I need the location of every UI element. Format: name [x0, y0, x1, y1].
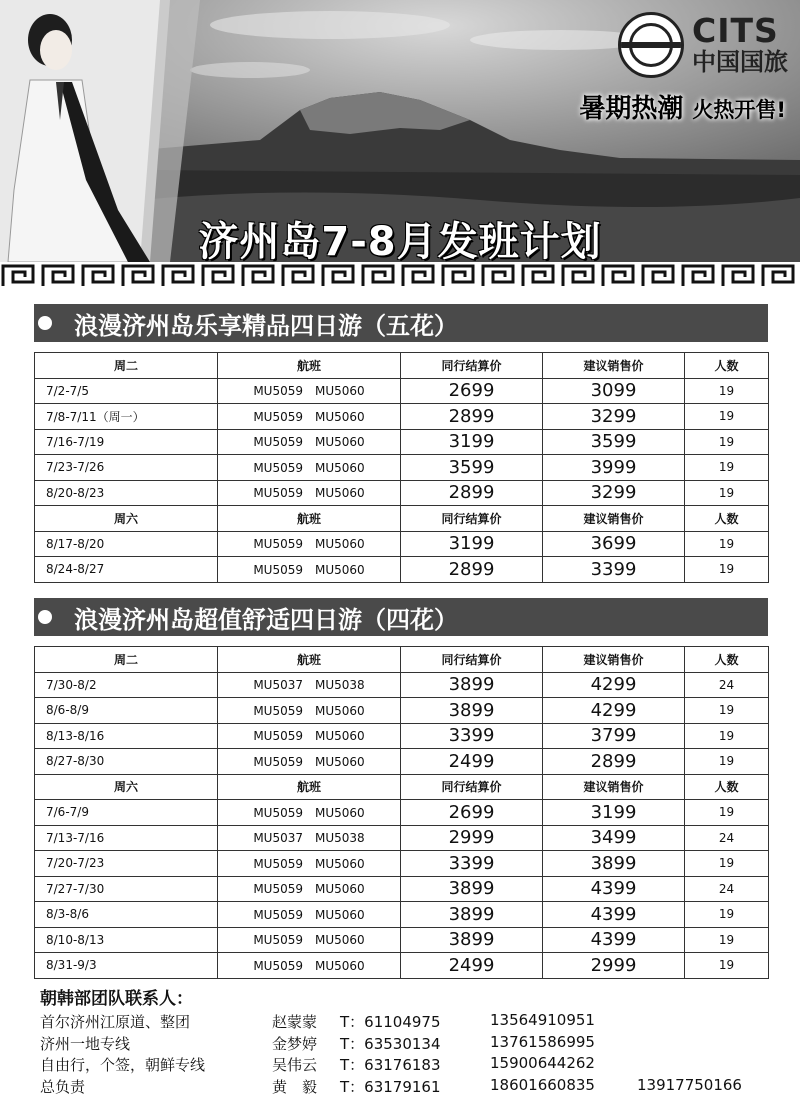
flight-cell: MU5059 MU5060 — [218, 429, 401, 455]
retail-price-cell: 3899 — [543, 851, 685, 877]
flight-cell: MU5059 MU5060 — [218, 378, 401, 404]
col-header: 周二 — [35, 647, 218, 673]
pax-cell: 19 — [685, 800, 769, 826]
net-price-cell: 3399 — [401, 851, 543, 877]
col-header: 周六 — [35, 506, 218, 532]
pax-cell: 19 — [685, 480, 769, 506]
brand-name-en: CITS — [692, 11, 779, 50]
slogan-main: 暑期热潮 — [579, 94, 684, 124]
date-cell: 7/27-7/30 — [35, 876, 218, 902]
retail-price-cell: 3699 — [543, 531, 685, 557]
tour-section-four-flower — [34, 598, 768, 979]
flight-cell: MU5059 MU5060 — [218, 698, 401, 724]
table-row — [35, 480, 769, 506]
retail-price-cell: 4299 — [543, 672, 685, 698]
date-cell: 8/17-8/20 — [35, 531, 218, 557]
globe-icon — [618, 12, 684, 78]
table-header-row — [35, 647, 769, 673]
contact-tel: T：63176183 — [340, 1056, 441, 1074]
bullet-icon — [38, 316, 52, 330]
contact-mobile: 15900644262 — [490, 1054, 595, 1072]
table-row — [35, 723, 769, 749]
table-row — [35, 557, 769, 583]
retail-price-cell: 3099 — [543, 378, 685, 404]
col-header: 人数 — [685, 506, 769, 532]
table-row — [35, 876, 769, 902]
table-row — [35, 429, 769, 455]
net-price-cell: 2899 — [401, 557, 543, 583]
retail-price-cell: 3299 — [543, 404, 685, 430]
pax-cell: 19 — [685, 429, 769, 455]
contacts-title: 朝韩部团队联系人： — [40, 989, 193, 1009]
flight-cell: MU5059 MU5060 — [218, 953, 401, 979]
pax-cell: 19 — [685, 902, 769, 928]
pax-cell: 19 — [685, 698, 769, 724]
contact-row — [40, 1054, 780, 1076]
col-header: 同行结算价 — [401, 506, 543, 532]
contact-mobile: 18601660835 — [490, 1075, 595, 1094]
table-row — [35, 749, 769, 775]
flight-cell: MU5059 MU5060 — [218, 557, 401, 583]
contact-name: 吴伟云 — [272, 1056, 318, 1074]
flight-cell: MU5059 MU5060 — [218, 480, 401, 506]
contact-dept: 总负责 — [40, 1077, 86, 1096]
contact-mobile-2: 13917750166 — [637, 1075, 742, 1094]
col-header: 建议销售价 — [543, 506, 685, 532]
contact-mobile: 13564910951 — [490, 1011, 595, 1029]
retail-price-cell: 4399 — [543, 902, 685, 928]
net-price-cell: 3899 — [401, 698, 543, 724]
net-price-cell: 2499 — [401, 953, 543, 979]
date-cell: 7/23-7/26 — [35, 455, 218, 481]
section-title: 浪漫济州岛乐享精品四日游（五花） — [74, 311, 458, 340]
net-price-cell: 2699 — [401, 378, 543, 404]
pax-cell: 24 — [685, 672, 769, 698]
retail-price-cell: 4299 — [543, 698, 685, 724]
section-title: 浪漫济州岛超值舒适四日游（四花） — [74, 605, 458, 634]
retail-price-cell: 3199 — [543, 800, 685, 826]
col-header: 建议销售价 — [543, 353, 685, 379]
pax-cell: 19 — [685, 953, 769, 979]
pax-cell: 19 — [685, 723, 769, 749]
contacts-block — [40, 984, 780, 1097]
date-cell: 8/13-8/16 — [35, 723, 218, 749]
date-cell: 7/6-7/9 — [35, 800, 218, 826]
date-cell: 8/6-8/9 — [35, 698, 218, 724]
col-header: 人数 — [685, 774, 769, 800]
col-header: 建议销售价 — [543, 647, 685, 673]
table-row — [35, 672, 769, 698]
flight-cell: MU5059 MU5060 — [218, 902, 401, 928]
section-header — [34, 598, 768, 636]
net-price-cell: 3899 — [401, 927, 543, 953]
col-header: 航班 — [218, 647, 401, 673]
retail-price-cell: 3799 — [543, 723, 685, 749]
table-row — [35, 800, 769, 826]
fret-border — [0, 262, 800, 290]
pax-cell: 19 — [685, 455, 769, 481]
table-header-row — [35, 353, 769, 379]
contact-mobile: 13761586995 — [490, 1032, 595, 1051]
col-header: 同行结算价 — [401, 774, 543, 800]
table-row — [35, 531, 769, 557]
page-title: 济州岛7-8月发班计划 — [198, 219, 602, 262]
retail-price-cell: 2999 — [543, 953, 685, 979]
retail-price-cell: 3599 — [543, 429, 685, 455]
flight-cell: MU5059 MU5060 — [218, 749, 401, 775]
flight-cell: MU5059 MU5060 — [218, 723, 401, 749]
pax-cell: 19 — [685, 927, 769, 953]
retail-price-cell: 4399 — [543, 927, 685, 953]
col-header: 人数 — [685, 353, 769, 379]
contact-dept: 济州一地专线 — [40, 1034, 131, 1053]
net-price-cell: 2499 — [401, 749, 543, 775]
pax-cell: 19 — [685, 378, 769, 404]
slogan-sub: 火热开售! — [692, 98, 786, 122]
net-price-cell: 2899 — [401, 480, 543, 506]
col-header: 航班 — [218, 774, 401, 800]
net-price-cell: 3899 — [401, 876, 543, 902]
contact-dept: 自由行，个签，朝鲜专线 — [40, 1056, 206, 1074]
col-header: 周二 — [35, 353, 218, 379]
net-price-cell: 3599 — [401, 455, 543, 481]
net-price-cell: 3199 — [401, 429, 543, 455]
brand-name-cn: 中国国旅 — [692, 48, 788, 76]
contact-tel: T：61104975 — [340, 1013, 441, 1031]
table-header-row — [35, 774, 769, 800]
table-row — [35, 698, 769, 724]
flight-cell: MU5037 MU5038 — [218, 672, 401, 698]
header-banner — [0, 0, 800, 262]
date-cell: 8/3-8/6 — [35, 902, 218, 928]
pax-cell: 24 — [685, 876, 769, 902]
date-cell: 8/10-8/13 — [35, 927, 218, 953]
col-header: 同行结算价 — [401, 353, 543, 379]
flight-cell: MU5059 MU5060 — [218, 531, 401, 557]
date-cell: 8/20-8/23 — [35, 480, 218, 506]
col-header: 航班 — [218, 353, 401, 379]
col-header: 建议销售价 — [543, 774, 685, 800]
table-row — [35, 953, 769, 979]
pax-cell: 19 — [685, 851, 769, 877]
retail-price-cell: 3499 — [543, 825, 685, 851]
contact-name: 赵蒙蒙 — [272, 1013, 318, 1031]
table-row — [35, 455, 769, 481]
date-cell: 7/2-7/5 — [35, 378, 218, 404]
pax-cell: 19 — [685, 749, 769, 775]
table-row — [35, 378, 769, 404]
date-cell: 7/13-7/16 — [35, 825, 218, 851]
contact-tel: T：63179161 — [340, 1077, 441, 1096]
contact-name: 黄 毅 — [272, 1077, 318, 1096]
date-cell: 7/8-7/11（周一） — [35, 404, 218, 430]
net-price-cell: 3899 — [401, 902, 543, 928]
retail-price-cell: 3999 — [543, 455, 685, 481]
retail-price-cell: 3299 — [543, 480, 685, 506]
col-header: 人数 — [685, 647, 769, 673]
retail-price-cell: 4399 — [543, 876, 685, 902]
net-price-cell: 3399 — [401, 723, 543, 749]
pax-cell: 19 — [685, 404, 769, 430]
flight-cell: MU5059 MU5060 — [218, 800, 401, 826]
table-row — [35, 902, 769, 928]
contact-name: 金梦婷 — [272, 1034, 318, 1053]
contact-row — [40, 1076, 780, 1098]
col-header: 周六 — [35, 774, 218, 800]
tour-section-five-flower — [34, 304, 768, 583]
flight-cell: MU5037 MU5038 — [218, 825, 401, 851]
flight-cell: MU5059 MU5060 — [218, 455, 401, 481]
contact-row — [40, 1033, 780, 1055]
pax-cell: 19 — [685, 531, 769, 557]
schedule-table — [34, 352, 769, 583]
flight-cell: MU5059 MU5060 — [218, 927, 401, 953]
pax-cell: 19 — [685, 557, 769, 583]
date-cell: 8/27-8/30 — [35, 749, 218, 775]
net-price-cell: 3899 — [401, 672, 543, 698]
retail-price-cell: 3399 — [543, 557, 685, 583]
date-cell: 7/20-7/23 — [35, 851, 218, 877]
date-cell: 7/16-7/19 — [35, 429, 218, 455]
net-price-cell: 3199 — [401, 531, 543, 557]
table-row — [35, 825, 769, 851]
net-price-cell: 2999 — [401, 825, 543, 851]
flight-cell: MU5059 MU5060 — [218, 851, 401, 877]
flight-cell: MU5059 MU5060 — [218, 876, 401, 902]
table-row — [35, 404, 769, 430]
section-header — [34, 304, 768, 342]
table-row — [35, 851, 769, 877]
net-price-cell: 2699 — [401, 800, 543, 826]
date-cell: 8/31-9/3 — [35, 953, 218, 979]
table-header-row — [35, 506, 769, 532]
col-header: 同行结算价 — [401, 647, 543, 673]
slogan — [579, 88, 786, 125]
contact-dept: 首尔济州江原道、整团 — [40, 1013, 191, 1031]
pax-cell: 24 — [685, 825, 769, 851]
schedule-table — [34, 646, 769, 979]
col-header: 航班 — [218, 506, 401, 532]
bullet-icon — [38, 610, 52, 624]
contact-row — [40, 1011, 780, 1033]
contact-tel: T：63530134 — [340, 1034, 441, 1053]
retail-price-cell: 2899 — [543, 749, 685, 775]
table-row — [35, 927, 769, 953]
net-price-cell: 2899 — [401, 404, 543, 430]
date-cell: 8/24-8/27 — [35, 557, 218, 583]
date-cell: 7/30-8/2 — [35, 672, 218, 698]
flight-cell: MU5059 MU5060 — [218, 404, 401, 430]
cits-logo — [618, 12, 788, 78]
